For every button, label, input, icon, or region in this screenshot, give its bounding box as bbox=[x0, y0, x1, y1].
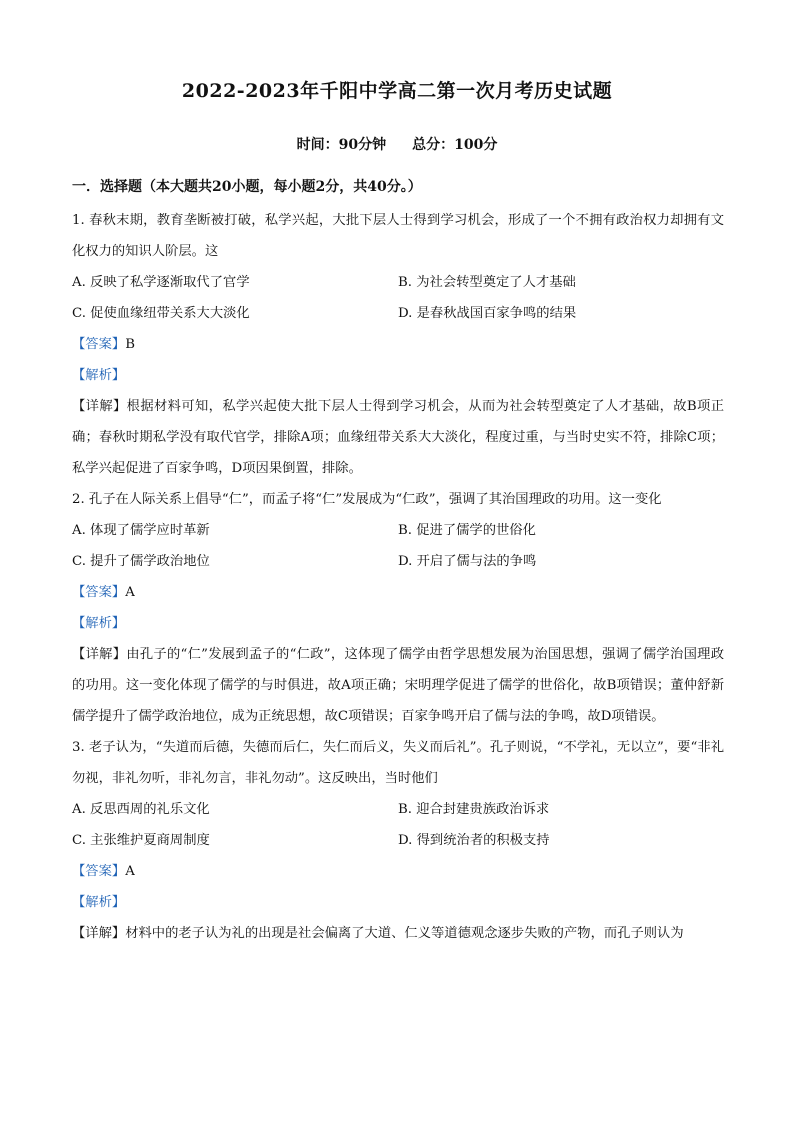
page-title: 2022-2023年千阳中学高二第一次月考历史试题 bbox=[181, 80, 613, 102]
option-d: D. 得到统治者的积极支持 bbox=[398, 833, 550, 848]
option-c: C. 促使血缘纽带关系大大淡化 bbox=[72, 306, 250, 321]
detail-paragraph bbox=[72, 918, 724, 949]
answer-value: B bbox=[125, 337, 135, 352]
detail-label: 【详解】 bbox=[72, 647, 127, 662]
option-list bbox=[72, 794, 724, 856]
detail-paragraph bbox=[72, 391, 724, 484]
detail-label: 【详解】 bbox=[72, 926, 126, 941]
analysis-line bbox=[72, 887, 724, 918]
analysis-line bbox=[72, 608, 724, 639]
answer-value: A bbox=[125, 864, 135, 879]
question-stem: 1. 春秋末期，教育垄断被打破，私学兴起，大批下层人士得到学习机会，形成了一个不拥有政治权力却拥有文化权力的知识人阶层。这 bbox=[72, 213, 724, 259]
option-d: D. 开启了儒与法的争鸣 bbox=[398, 554, 537, 569]
option-c: C. 提升了儒学政治地位 bbox=[72, 554, 210, 569]
question-stem: 3. 老子认为，“失道而后德，失德而后仁，失仁而后义，失义而后礼”。孔子则说，“不学礼，无以立”，要“非礼勿视，非礼勿听，非礼勿言，非礼勿动”。这反映出，当时他们 bbox=[72, 740, 724, 786]
option-d: D. 是春秋战国百家争鸣的结果 bbox=[398, 306, 577, 321]
exam-total-score: 总分：100分 bbox=[412, 137, 498, 153]
answer-label: 【答案】 bbox=[72, 337, 126, 352]
section-heading: 一．选择题（本大题共20小题，每小题2分，共40分。） bbox=[72, 179, 422, 195]
exam-info bbox=[0, 134, 794, 154]
exam-time: 时间：90分钟 bbox=[296, 137, 387, 153]
question-block bbox=[72, 732, 724, 949]
exam-content bbox=[72, 176, 724, 949]
detail-text: 根据材料可知，私学兴起使大批下层人士得到学习机会，从而为社会转型奠定了人才基础，故B项正确；春秋时期私学没有取代官学，排除A项；血缘纽带关系大大淡化，程度过重，与当时史实不符，排除C项；私学兴起促进了百家争鸣，D项因果倒置，排除。 bbox=[72, 399, 725, 476]
analysis-line bbox=[72, 360, 724, 391]
detail-text: 由孔子的“仁”发展到孟子的“仁政”，这体现了儒学由哲学思想发展为治国思想，强调了儒学治国理政的功用。这一变化体现了儒学的与时俱进，故A项正确；宋明理学促进了儒学的世俗化，故B项错误；董仲舒新儒学提升了儒学政治地位，成为正统思想，故C项错误；百家争鸣开启了儒与法的争鸣，故D项错误。 bbox=[72, 647, 724, 724]
option-a: A. 反映了私学逐渐取代了官学 bbox=[72, 275, 250, 290]
option-c: C. 主张维护夏商周制度 bbox=[72, 833, 210, 848]
answer-value: A bbox=[125, 585, 135, 600]
option-b: B. 迎合封建贵族政治诉求 bbox=[398, 802, 550, 817]
analysis-label: 【解析】 bbox=[72, 616, 126, 631]
answer-line bbox=[72, 577, 724, 608]
answer-line bbox=[72, 329, 724, 360]
question-block bbox=[72, 205, 724, 484]
option-list bbox=[72, 515, 724, 577]
answer-label: 【答案】 bbox=[72, 864, 126, 879]
answer-label: 【答案】 bbox=[72, 585, 126, 600]
option-a: A. 体现了儒学应时革新 bbox=[72, 523, 210, 538]
question-block bbox=[72, 484, 724, 732]
option-b: B. 为社会转型奠定了人才基础 bbox=[398, 275, 576, 290]
detail-paragraph bbox=[72, 639, 724, 732]
question-stem: 2. 孔子在人际关系上倡导“仁”，而孟子将“仁”发展成为“仁政”，强调了其治国理政的功用。这一变化 bbox=[72, 492, 662, 507]
option-b: B. 促进了儒学的世俗化 bbox=[398, 523, 536, 538]
detail-text: 材料中的老子认为礼的出现是社会偏离了大道、仁义等道德观念逐步失败的产物，而孔子则认为 bbox=[125, 926, 684, 941]
analysis-label: 【解析】 bbox=[72, 368, 126, 383]
option-a: A. 反思西周的礼乐文化 bbox=[72, 802, 210, 817]
answer-line bbox=[72, 856, 724, 887]
option-list bbox=[72, 267, 724, 329]
detail-label: 【详解】 bbox=[72, 399, 127, 414]
analysis-label: 【解析】 bbox=[72, 895, 126, 910]
